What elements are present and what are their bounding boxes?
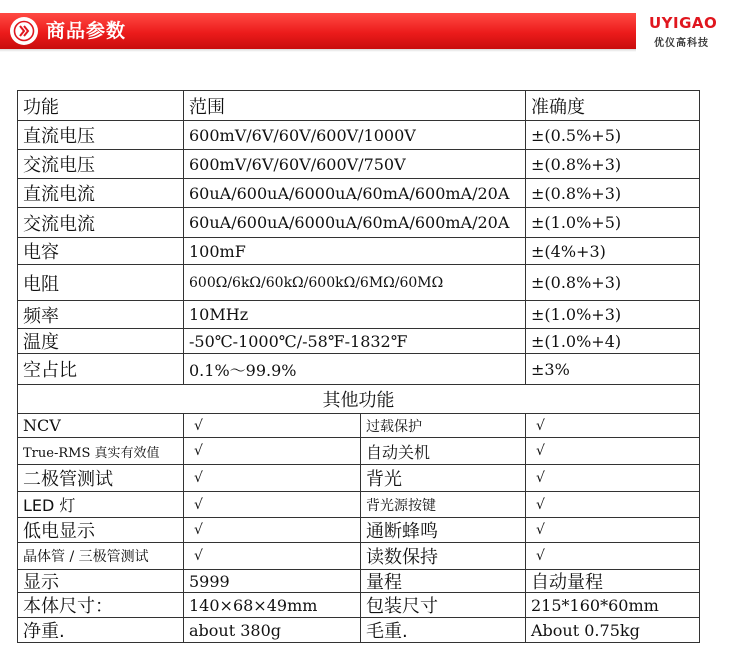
feature-value: 5999	[183, 569, 360, 592]
spec-name: 直流电流	[17, 178, 183, 207]
spec-name: 电阻	[17, 264, 183, 300]
spec-table	[17, 90, 700, 645]
spec-name: 交流电压	[17, 149, 183, 178]
feature-check: √	[525, 413, 700, 437]
feature-check: √	[183, 413, 360, 437]
spec-name: 频率	[17, 300, 183, 328]
spec-accuracy: ±3%	[525, 353, 700, 384]
banner-shadow	[0, 49, 636, 52]
feature-name: 读数保持	[360, 542, 525, 569]
feature-value: 自动量程	[525, 569, 700, 592]
section-title: 商品参数	[46, 20, 127, 42]
feature-name: 过载保护	[360, 413, 525, 437]
feature-check: √	[183, 542, 360, 569]
feature-name: 低电显示	[17, 517, 183, 542]
feature-name: NCV	[17, 413, 183, 437]
spec-accuracy: ±(4%+3)	[525, 237, 700, 264]
feature-value: 140×68×49mm	[183, 592, 360, 617]
spec-accuracy: ±(1.0%+3)	[525, 300, 700, 328]
spec-accuracy: ±(0.8%+3)	[525, 264, 700, 300]
feature-name: 背光源按键	[360, 491, 525, 517]
spec-range: -50℃-1000℃/-58℉-1832℉	[183, 328, 525, 353]
feature-check: √	[183, 517, 360, 542]
spec-accuracy: ±(1.0%+4)	[525, 328, 700, 353]
feature-check: √	[525, 464, 700, 491]
column-header-range: 范围	[183, 90, 525, 120]
spec-name: 空占比	[17, 353, 183, 384]
feature-name: LED 灯	[17, 491, 183, 517]
spec-name: 温度	[17, 328, 183, 353]
spec-range: 60uA/600uA/6000uA/60mA/600mA/20A	[183, 207, 525, 237]
feature-value: About 0.75kg	[525, 617, 700, 643]
double-chevron-icon	[10, 17, 38, 45]
other-functions-title: 其他功能	[17, 384, 700, 413]
feature-name: True-RMS 真实有效值	[17, 437, 183, 464]
spec-range: 10MHz	[183, 300, 525, 328]
feature-name: 晶体管 / 三极管测试	[17, 542, 183, 569]
feature-name: 量程	[360, 569, 525, 592]
feature-name: 毛重.	[360, 617, 525, 643]
feature-name: 净重.	[17, 617, 183, 643]
brand-name: UYIGAO	[649, 14, 718, 32]
spec-accuracy: ±(0.5%+5)	[525, 120, 700, 149]
feature-name: 背光	[360, 464, 525, 491]
feature-check: √	[525, 542, 700, 569]
feature-name: 包装尺寸	[360, 592, 525, 617]
spec-name: 直流电压	[17, 120, 183, 149]
feature-name: 通断蜂鸣	[360, 517, 525, 542]
column-header-accuracy: 准确度	[525, 90, 700, 120]
brand-logo	[646, 14, 746, 48]
feature-check: √	[183, 437, 360, 464]
feature-name: 自动关机	[360, 437, 525, 464]
column-header-function: 功能	[17, 90, 183, 120]
section-banner	[0, 13, 636, 49]
feature-name: 本体尺寸：	[17, 592, 183, 617]
brand-subtitle: 优仪高科技	[654, 38, 709, 49]
spec-range: 100mF	[183, 237, 525, 264]
feature-check: √	[183, 464, 360, 491]
feature-value: 215*160*60mm	[525, 592, 700, 617]
feature-check: √	[525, 517, 700, 542]
spec-name: 交流电流	[17, 207, 183, 237]
feature-check: √	[525, 491, 700, 517]
spec-accuracy: ±(0.8%+3)	[525, 178, 700, 207]
feature-name: 显示	[17, 569, 183, 592]
spec-range: 0.1%～99.9%	[183, 353, 525, 384]
spec-range: 60uA/600uA/6000uA/60mA/600mA/20A	[183, 178, 525, 207]
spec-accuracy: ±(0.8%+3)	[525, 149, 700, 178]
spec-range: 600Ω/6kΩ/60kΩ/600kΩ/6MΩ/60MΩ	[183, 264, 525, 300]
spec-range: 600mV/6V/60V/600V/750V	[183, 149, 525, 178]
spec-range: 600mV/6V/60V/600V/1000V	[183, 120, 525, 149]
feature-check: √	[525, 437, 700, 464]
feature-check: √	[183, 491, 360, 517]
feature-value: about 380g	[183, 617, 360, 643]
feature-name: 二极管测试	[17, 464, 183, 491]
spec-accuracy: ±(1.0%+5)	[525, 207, 700, 237]
spec-name: 电容	[17, 237, 183, 264]
